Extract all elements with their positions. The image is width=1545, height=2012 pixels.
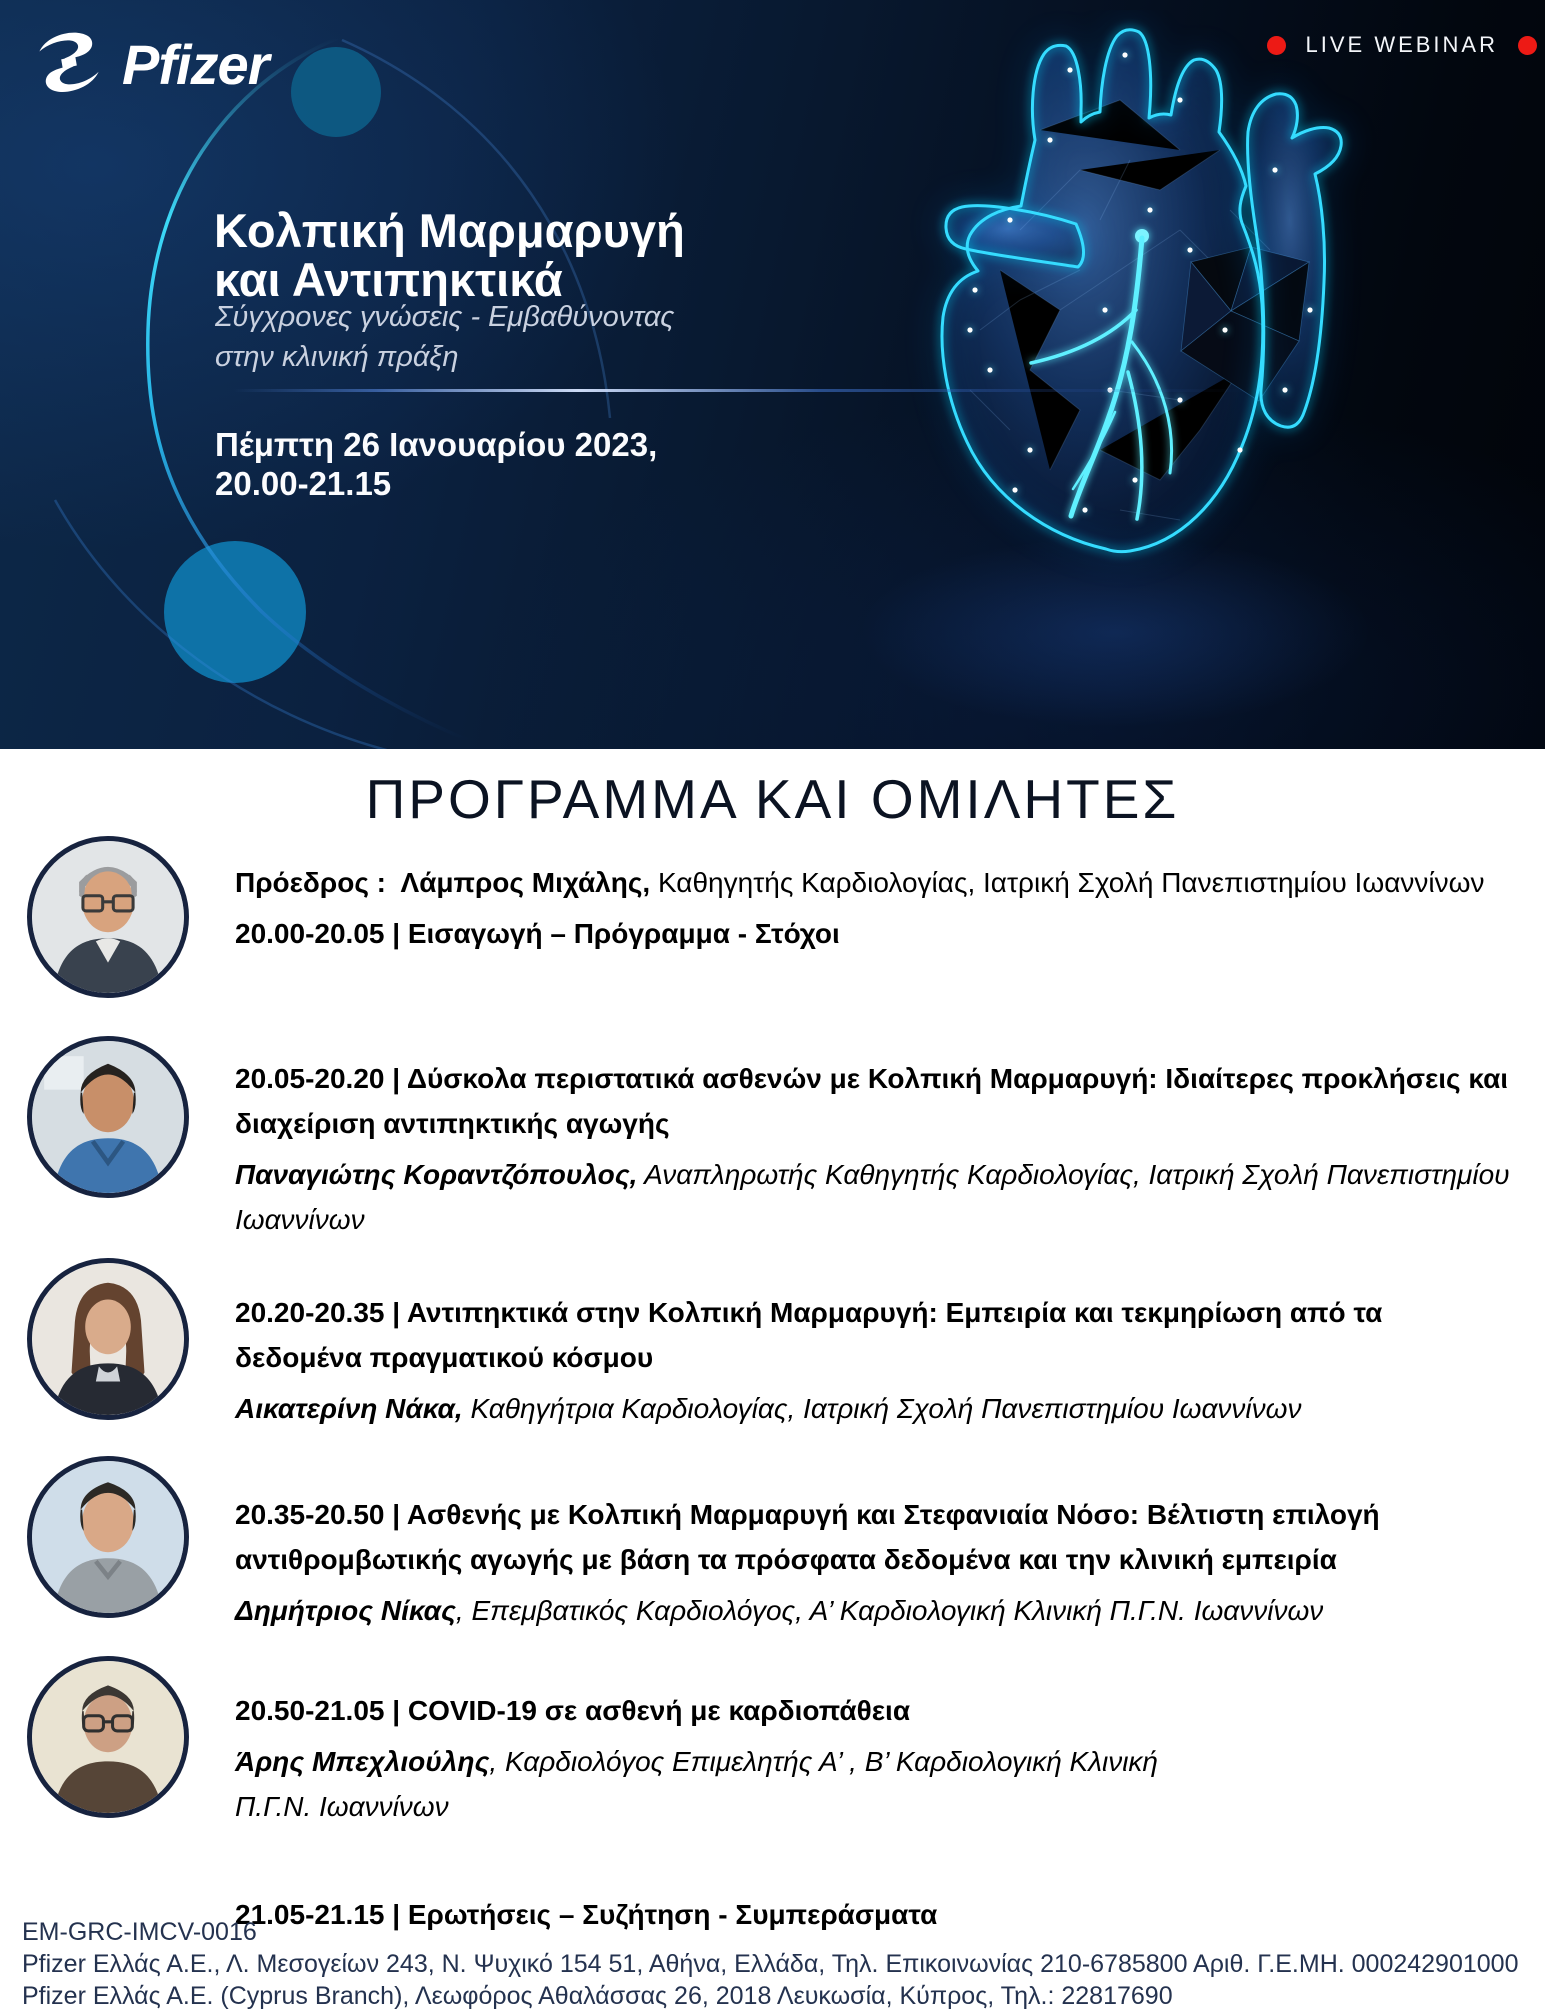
event-time: 20.00-21.15: [215, 465, 392, 502]
live-webinar-badge: [1267, 32, 1537, 58]
speaker-text-bechlioulis: [235, 1688, 1510, 1829]
text-segment: Αικατερίνη Νάκα,: [235, 1393, 463, 1424]
text-segment: , Καρδιολόγος Επιμελητής Α’ , Β’ Καρδιολογική Κλινική: [489, 1746, 1158, 1777]
text-segment: 21.05-21.15 | Ερωτήσεις – Συζήτηση - Συμπεράσματα: [235, 1899, 938, 1930]
speaker-avatar-korantzopoulos: [27, 1036, 189, 1198]
text-segment: 20.00-20.05 | Εισαγωγή – Πρόγραμμα - Στόχοι: [235, 918, 840, 949]
speaker-text-naka: [235, 1290, 1510, 1431]
text-segment: 20.35-20.50 | Ασθενής με Κολπική Μαρμαρυγή και Στεφανιαία Νόσο: Βέλτιστη επιλογή αντιθρομβωτικής αγωγής με βάση τα πρόσφατα δεδομένα και την κλινική εμπειρία: [235, 1499, 1380, 1575]
event-title-line2: και Αντιπηκτικά: [214, 253, 563, 306]
event-date: Πέμπτη 26 Ιανουαρίου 2023,: [215, 426, 658, 463]
live-webinar-label: LIVE WEBINAR: [1305, 32, 1498, 57]
speaker-text-michalis: [235, 860, 1510, 956]
event-title-line1: Κολπική Μαρμαρυγή: [214, 204, 685, 257]
speaker-text-korantzopoulos: [235, 1056, 1510, 1242]
event-datetime: [215, 425, 657, 503]
event-subtitle-line1: Σύγχρονες γνώσεις - Εμβαθύνοντας: [215, 301, 675, 333]
text-segment: Καθηγήτρια Καρδιολογίας, Ιατρική Σχολή Πανεπιστημίου Ιωαννίνων: [462, 1393, 1302, 1424]
speaker-role-line: [235, 860, 1510, 905]
heart-graphic: [880, 10, 1440, 610]
program-item: [235, 1056, 1510, 1146]
speaker-role-line: [235, 1152, 1510, 1242]
text-segment: 20.20-20.35 | Αντιπηκτικά στην Κολπική Μαρμαρυγή: Εμπειρία και τεκμηρίωση από τα δεδομένα πραγματικού κόσμου: [235, 1297, 1383, 1373]
program-item: [235, 1688, 1510, 1733]
text-segment: Καθηγητής Καρδιολογίας, Ιατρική Σχολή Πανεπιστημίου Ιωαννίνων: [650, 867, 1485, 898]
hero-divider: [233, 389, 1248, 392]
hero-banner: [0, 0, 1545, 749]
speaker-avatar-naka: [27, 1258, 189, 1420]
speaker-avatar-michalis: [27, 836, 189, 998]
text-segment: Παναγιώτης Κοραντζόπουλος,: [235, 1159, 638, 1190]
pfizer-wordmark: Pfizer: [122, 32, 269, 96]
text-segment: , Επεμβατικός Καρδιολόγος, Α’ Καρδιολογική Κλινική Π.Γ.Ν. Ιωαννίνων: [455, 1595, 1324, 1626]
event-title: [214, 206, 685, 304]
text-segment: 20.05-20.20 | Δύσκολα περιστατικά ασθενών με Κολπική Μαρμαρυγή: Ιδιαίτερες προκλήσεις και διαχείριση αντιπηκτικής αγωγής: [235, 1063, 1509, 1139]
pfizer-ribbon-icon: [30, 22, 108, 106]
footer-address-cyprus: Pfizer Ελλάς Α.Ε. (Cyprus Branch), Λεωφόρος Αθαλάσσας 26, 2018 Λευκωσία, Κύπρος, Τηλ.: 22817690: [22, 1982, 1173, 2010]
text-segment: Π.Γ.Ν. Ιωαννίνων: [235, 1791, 449, 1822]
text-segment: Δημήτριος Νίκας: [235, 1595, 456, 1626]
speaker-role-line: [235, 1739, 1510, 1829]
speaker-avatar-bechlioulis: [27, 1656, 189, 1818]
speaker-role-line: [235, 1386, 1510, 1431]
program-item: [235, 1492, 1510, 1582]
teal-circle-bottom: [164, 541, 306, 683]
live-dot-right-icon: [1518, 36, 1537, 55]
program-item: [235, 1290, 1510, 1380]
speaker-avatar-nikas: [27, 1456, 189, 1618]
footer-address-greece: Pfizer Ελλάς Α.Ε., Λ. Μεσογείων 243, Ν. Ψυχικό 154 51, Αθήνα, Ελλάδα, Τηλ. Επικοινωνίας 210-6785800 Αριθ. Γ.Ε.ΜΗ. 000242901000: [22, 1950, 1519, 1978]
speaker-role-line: [235, 1588, 1510, 1633]
event-subtitle-line2: στην κλινική πράξη: [215, 341, 459, 373]
teal-circle-top: [291, 47, 381, 137]
program-item: [235, 911, 1510, 956]
program-heading: ΠΡΟΓΡΑΜΜΑ ΚΑΙ ΟΜΙΛΗΤΕΣ: [365, 768, 1180, 830]
footer: [22, 1916, 1522, 2012]
footer-code: EM-GRC-IMCV-0016: [22, 1918, 257, 1946]
text-segment: Πρόεδρος : Λάμπρος Μιχάλης,: [235, 867, 651, 898]
text-segment: Άρης Μπεχλιούλης: [235, 1746, 490, 1777]
text-segment: 20.50-21.05 | COVID-19 σε ασθενή με καρδιοπάθεια: [235, 1695, 911, 1726]
event-subtitle: [215, 297, 674, 377]
live-dot-left-icon: [1267, 36, 1286, 55]
pfizer-logo: [30, 22, 269, 106]
text-segment: Αναπληρωτής Καθηγητής Καρδιολογίας, Ιατρική Σχολή Πανεπιστημίου Ιωαννίνων: [235, 1159, 1510, 1235]
speaker-text-nikas: [235, 1492, 1510, 1633]
